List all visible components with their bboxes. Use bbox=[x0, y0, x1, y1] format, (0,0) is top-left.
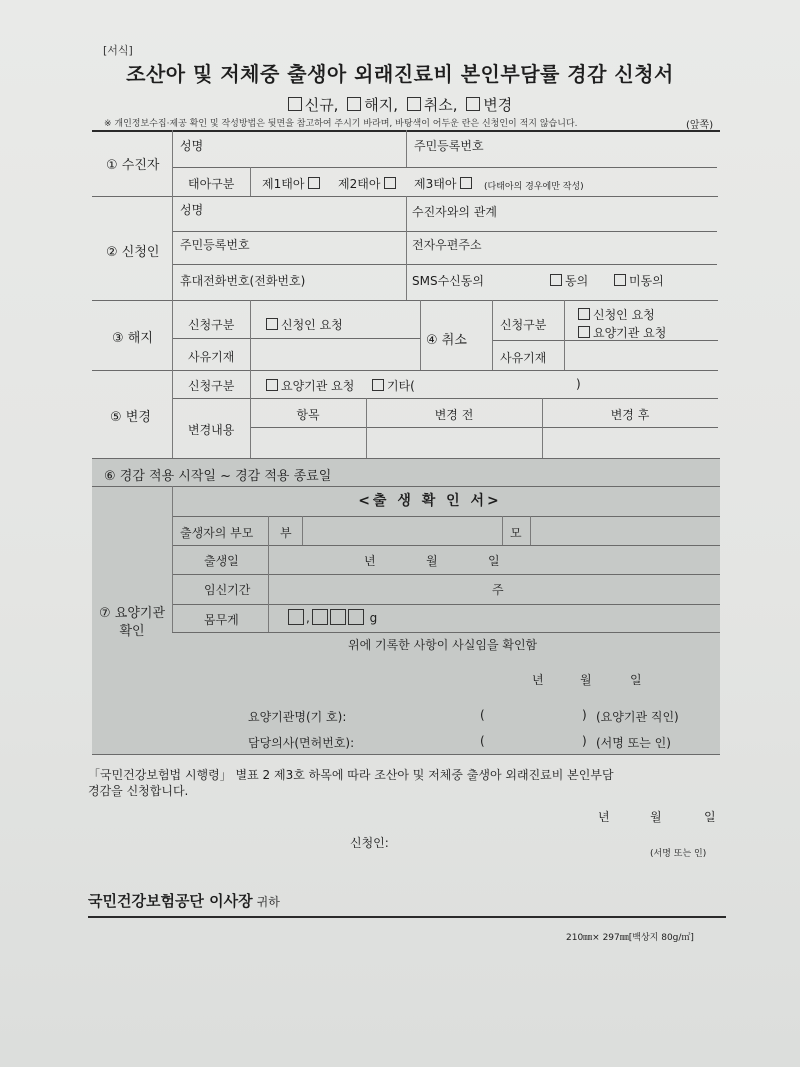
section-4-label: ④ 취소 bbox=[426, 333, 467, 348]
cancel-type-label: 신청구분 bbox=[500, 318, 547, 332]
checkbox[interactable] bbox=[308, 177, 320, 189]
cancel-reason-label: 사유기재 bbox=[500, 351, 547, 365]
notice-text: ※ 개인정보수집·제공 확인 및 작성방법은 뒷면을 참고하여 주시기 바라며, 바탕색이 어두운 란은 신청인이 적지 않습니다. bbox=[104, 119, 578, 129]
fetus-type-label: 태아구분 bbox=[188, 177, 235, 191]
phone-label: 휴대전화번호(전화번호) bbox=[180, 274, 306, 288]
fetus-3-option[interactable]: 제3태아 bbox=[414, 175, 475, 192]
checkbox[interactable] bbox=[372, 379, 384, 391]
statement-line-2: 경감을 신청합니다. bbox=[88, 784, 189, 798]
birthdate-label: 출생일 bbox=[204, 554, 239, 568]
change-content-label: 변경내용 bbox=[188, 423, 235, 437]
weight-input[interactable]: , g bbox=[288, 609, 377, 625]
section-7-label-line1: ⑦ 요양기관 bbox=[98, 606, 166, 621]
fetus-2-option[interactable]: 제2태아 bbox=[338, 175, 399, 192]
change-institution-option[interactable]: 요양기관 요청 bbox=[266, 377, 354, 394]
checkbox[interactable] bbox=[288, 97, 302, 111]
sign-month: 월 bbox=[650, 810, 662, 824]
fetus-1-option[interactable]: 제1태아 bbox=[262, 175, 323, 192]
application-mode-row bbox=[0, 94, 800, 115]
section-5-label: ⑤ 변경 bbox=[110, 410, 151, 425]
section-1-label: ① 수진자 bbox=[106, 158, 160, 173]
statement-line-1: 「국민건강보험법 시행령」 별표 2 제3호 하목에 따라 조산아 및 저체중 출생아 외래진료비 본인부담 bbox=[88, 768, 614, 782]
section-7-label-line2: 확인 bbox=[119, 624, 145, 639]
applicant-rrn-label: 주민등록번호 bbox=[180, 238, 250, 252]
terminate-type-label: 신청구분 bbox=[188, 318, 235, 332]
applicant-seal-label: (서명 또는 인) bbox=[650, 849, 707, 859]
mode-terminate[interactable]: 해지, bbox=[347, 94, 398, 115]
recipient: 국민건강보험공단 이사장 귀하 bbox=[88, 892, 280, 910]
institution-paren-close: ) bbox=[582, 708, 587, 722]
email-label: 전자우편주소 bbox=[412, 238, 482, 252]
form-title: 조산아 및 저체중 출생아 외래진료비 본인부담률 경감 신청서 bbox=[126, 62, 674, 86]
doctor-seal-label: (서명 또는 인) bbox=[596, 736, 671, 750]
sign-year: 년 bbox=[598, 810, 610, 824]
gestation-label: 임신기간 bbox=[204, 583, 251, 597]
checkbox[interactable] bbox=[384, 177, 396, 189]
birth-certificate-title: <출 생 확 인 서> bbox=[358, 493, 502, 509]
section-3-label: ③ 해지 bbox=[112, 331, 153, 346]
mode-change[interactable]: 변경 bbox=[466, 94, 512, 115]
col-before-header: 변경 전 bbox=[434, 408, 474, 422]
institution-seal-label: (요양기관 직인) bbox=[596, 710, 679, 724]
mode-new[interactable]: 신규, bbox=[288, 94, 339, 115]
checkbox[interactable] bbox=[578, 326, 590, 338]
institution-name-label: 요양기관명(기 호): bbox=[248, 710, 347, 724]
relation-label: 수진자와의 관계 bbox=[412, 205, 497, 219]
paper-spec: 210㎜× 297㎜[백상지 80g/㎡] bbox=[566, 933, 694, 943]
weight-digit-box[interactable] bbox=[312, 609, 328, 625]
cancel-applicant-option[interactable]: 신청인 요청 bbox=[578, 306, 655, 323]
applicant-name-label: 성명 bbox=[180, 203, 204, 217]
doctor-paren-close: ) bbox=[582, 734, 587, 748]
mode-cancel[interactable]: 취소, bbox=[407, 94, 458, 115]
patient-rrn-label: 주민등록번호 bbox=[414, 139, 484, 153]
col-after-header: 변경 후 bbox=[610, 408, 650, 422]
sms-disagree-option[interactable]: 미동의 bbox=[614, 272, 664, 289]
form-code: [서식] bbox=[103, 44, 133, 57]
weight-digit-box[interactable] bbox=[330, 609, 346, 625]
birth-day: 일 bbox=[488, 554, 500, 568]
checkbox[interactable] bbox=[578, 308, 590, 320]
confirm-day: 일 bbox=[630, 673, 642, 687]
weight-digit-box[interactable] bbox=[288, 609, 304, 625]
confirmation-text: 위에 기록한 사항이 사실임을 확인함 bbox=[348, 638, 538, 652]
checkbox[interactable] bbox=[407, 97, 421, 111]
sms-consent-label: SMS수신동의 bbox=[412, 274, 484, 288]
checkbox[interactable] bbox=[347, 97, 361, 111]
weight-digit-box[interactable] bbox=[348, 609, 364, 625]
col-item-header: 항목 bbox=[296, 408, 320, 422]
section-2-label: ② 신청인 bbox=[106, 245, 160, 260]
cancel-institution-option[interactable]: 요양기관 요청 bbox=[578, 324, 666, 341]
sign-day: 일 bbox=[704, 810, 716, 824]
terminate-reason-label: 사유기재 bbox=[188, 350, 235, 364]
section-6-label: ⑥ 경감 적용 시작일 ~ 경감 적용 종료일 bbox=[104, 469, 332, 484]
doctor-label: 담당의사(면허번호): bbox=[248, 736, 355, 750]
confirm-month: 월 bbox=[580, 673, 592, 687]
mother-label: 모 bbox=[510, 526, 522, 540]
checkbox[interactable] bbox=[266, 379, 278, 391]
checkbox[interactable] bbox=[460, 177, 472, 189]
checkbox[interactable] bbox=[614, 274, 626, 286]
applicant-sign-label: 신청인: bbox=[350, 836, 389, 850]
birth-year: 년 bbox=[364, 554, 376, 568]
checkbox[interactable] bbox=[266, 318, 278, 330]
change-other-option[interactable]: 기타( bbox=[372, 377, 415, 394]
fetus-note: (다태아의 경우에만 작성) bbox=[484, 182, 584, 192]
checkbox[interactable] bbox=[466, 97, 480, 111]
gestation-week: 주 bbox=[492, 583, 504, 597]
confirm-year: 년 bbox=[532, 673, 544, 687]
weight-label: 몸무게 bbox=[204, 613, 239, 627]
parents-label: 출생자의 부모 bbox=[180, 526, 254, 540]
change-type-label: 신청구분 bbox=[188, 379, 235, 393]
patient-name-label: 성명 bbox=[180, 139, 204, 153]
doctor-paren-open: ( bbox=[480, 734, 485, 748]
front-side-label: (앞쪽) bbox=[686, 120, 714, 131]
change-other-close: ) bbox=[576, 377, 581, 391]
terminate-applicant-option[interactable]: 신청인 요청 bbox=[266, 316, 343, 333]
father-label: 부 bbox=[280, 526, 292, 540]
institution-paren-open: ( bbox=[480, 708, 485, 722]
birth-month: 월 bbox=[426, 554, 438, 568]
checkbox[interactable] bbox=[550, 274, 562, 286]
sms-agree-option[interactable]: 동의 bbox=[550, 272, 588, 289]
